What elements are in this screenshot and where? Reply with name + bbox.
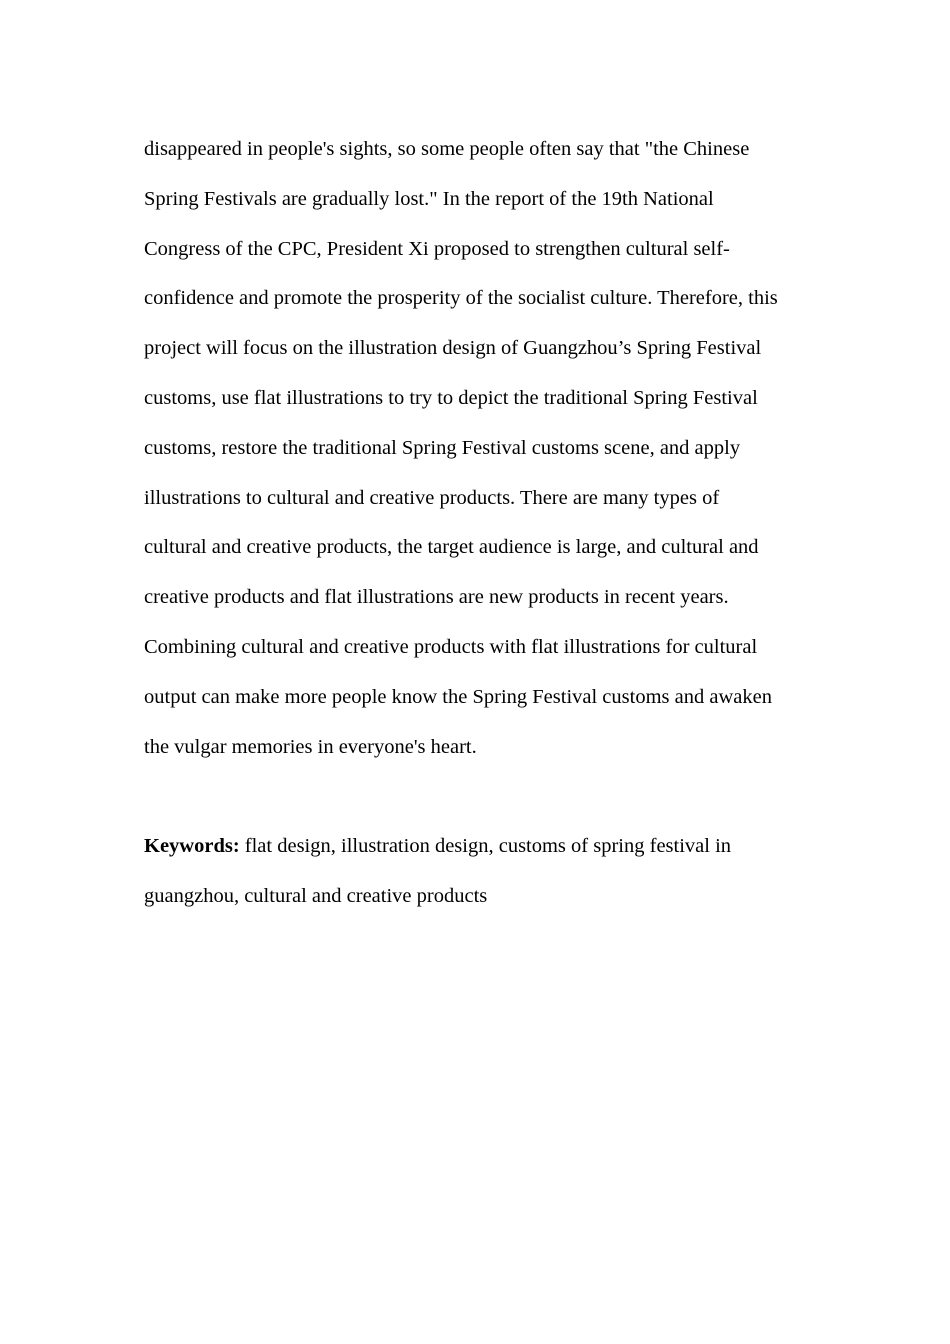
body-line: customs, use flat illustrations to try to depict the traditional Spring Festival [144, 386, 758, 409]
body-line: Spring Festivals are gradually lost." In the report of the 19th National [144, 187, 714, 210]
body-line: the vulgar memories in everyone's heart. [144, 735, 477, 758]
keywords-text: flat design, illustration design, customs of spring festival in [244, 835, 732, 858]
keywords-line-continued: guangzhou, cultural and creative products [144, 884, 488, 907]
body-line: customs, restore the traditional Spring Festival customs scene, and apply [144, 436, 741, 459]
body-line: output can make more people know the Spring Festival customs and awaken [144, 685, 772, 708]
abstract-text [144, 125, 844, 922]
body-line: cultural and creative products, the target audience is large, and cultural and [144, 536, 759, 559]
body-line: confidence and promote the prosperity of the socialist culture. Therefore, this [144, 287, 778, 310]
keywords-label: Keywords: [144, 835, 240, 858]
paragraph-gap [144, 772, 844, 822]
body-line: disappeared in people's sights, so some people often say that "the Chinese [144, 138, 750, 160]
body-line: creative products and flat illustrations are new products in recent years. [144, 586, 729, 609]
body-line: illustrations to cultural and creative products. There are many types of [144, 486, 720, 509]
body-line: Combining cultural and creative products with flat illustrations for cultural [144, 635, 758, 658]
keywords-line [144, 822, 844, 872]
body-line: Congress of the CPC, President Xi proposed to strengthen cultural self- [144, 237, 730, 260]
body-line: project will focus on the illustration design of Guangzhou’s Spring Festival [144, 337, 762, 360]
